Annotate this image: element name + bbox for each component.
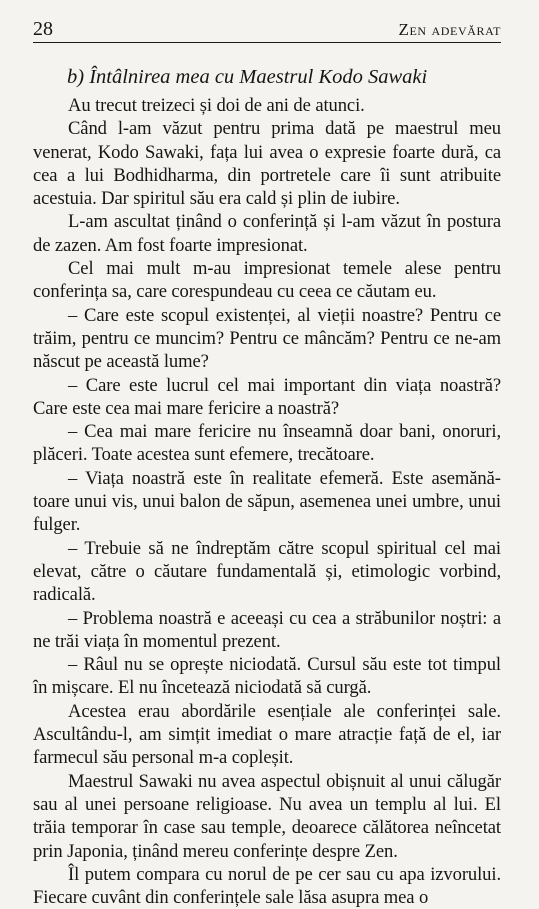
page-header xyxy=(33,16,501,43)
paragraph: Acestea erau abordările esențiale ale conferinței sale. Ascultându-l, am simțit imediat o mare atracție față de el, iar farmecul său personal m-a copleșit. xyxy=(33,700,501,769)
paragraph: Maestrul Sawaki nu avea aspectul obișnuit al unui călugăr sau al unei persoane religioase. Nu avea un templu al lui. El trăia temporar în case sau temple, deoarece călătorea neîncetat prin Japonia, ținând mereu conferințe despre Zen. xyxy=(33,770,501,862)
paragraph: – Care este scopul existenței, al vieții noastre? Pentru ce trăim, pentru ce muncim? Pentru ce mâncăm? Pentru ce ne-am născut pe această lume? xyxy=(33,304,501,373)
paragraph: – Care este lucrul cel mai important din viața noastră? Care este cea mai mare fericire a noastră? xyxy=(33,374,501,419)
paragraph: – Cea mai mare fericire nu înseamnă doar bani, onoruri, plăceri. Toate acestea sunt efemere, trecătoare. xyxy=(33,421,501,466)
running-title: Zen adevărat xyxy=(398,20,501,39)
paragraph: Când l-am văzut pentru prima dată pe maestrul meu venerat, Kodo Sawaki, fața lui avea o expresie foarte dură, ca cea a lui Bodhidharma, din portretele care îi sunt atribuite acestuia. Dar spiritul său era cald și plin de iubire. xyxy=(33,118,501,210)
paragraph: L-am ascultat ținând o conferință și l-am văzut în postura de zazen. Am fost foarte impresionat. xyxy=(33,211,501,256)
section-heading: b) Întâlnirea mea cu Maestrul Kodo Sawaki xyxy=(67,66,428,88)
paragraph: – Trebuie să ne îndreptăm către scopul spiritual cel mai elevat, către o căutare fundamentală și, etimologic vorbind, radicală. xyxy=(33,537,501,606)
paragraph: – Râul nu se oprește niciodată. Cursul său este tot timpul în mișcare. El nu încetează niciodată să curgă. xyxy=(33,654,501,699)
paragraph: – Problema noastră e aceeași cu cea a străbunilor noștri: a ne trăi viața în momentul prezent. xyxy=(33,607,501,652)
paragraph: Îl putem compara cu norul de pe cer sau cu apa izvorului. Fiecare cuvânt din conferințele sale lăsa asupra mea o xyxy=(33,863,501,909)
paragraph: Au trecut treizeci și doi de ani de atunci. xyxy=(68,95,365,116)
page-body xyxy=(33,64,501,909)
page-number: 28 xyxy=(33,18,53,40)
paragraph: Cel mai mult m-au impresionat temele alese pentru conferința sa, care corespundeau cu ceea ce căutam eu. xyxy=(33,258,501,303)
paragraph: – Viața noastră este în realitate efemeră. Este asemănătoare unui vis, unui balon de săpun, asemenea unei umbre, unui fulger. xyxy=(33,467,501,536)
